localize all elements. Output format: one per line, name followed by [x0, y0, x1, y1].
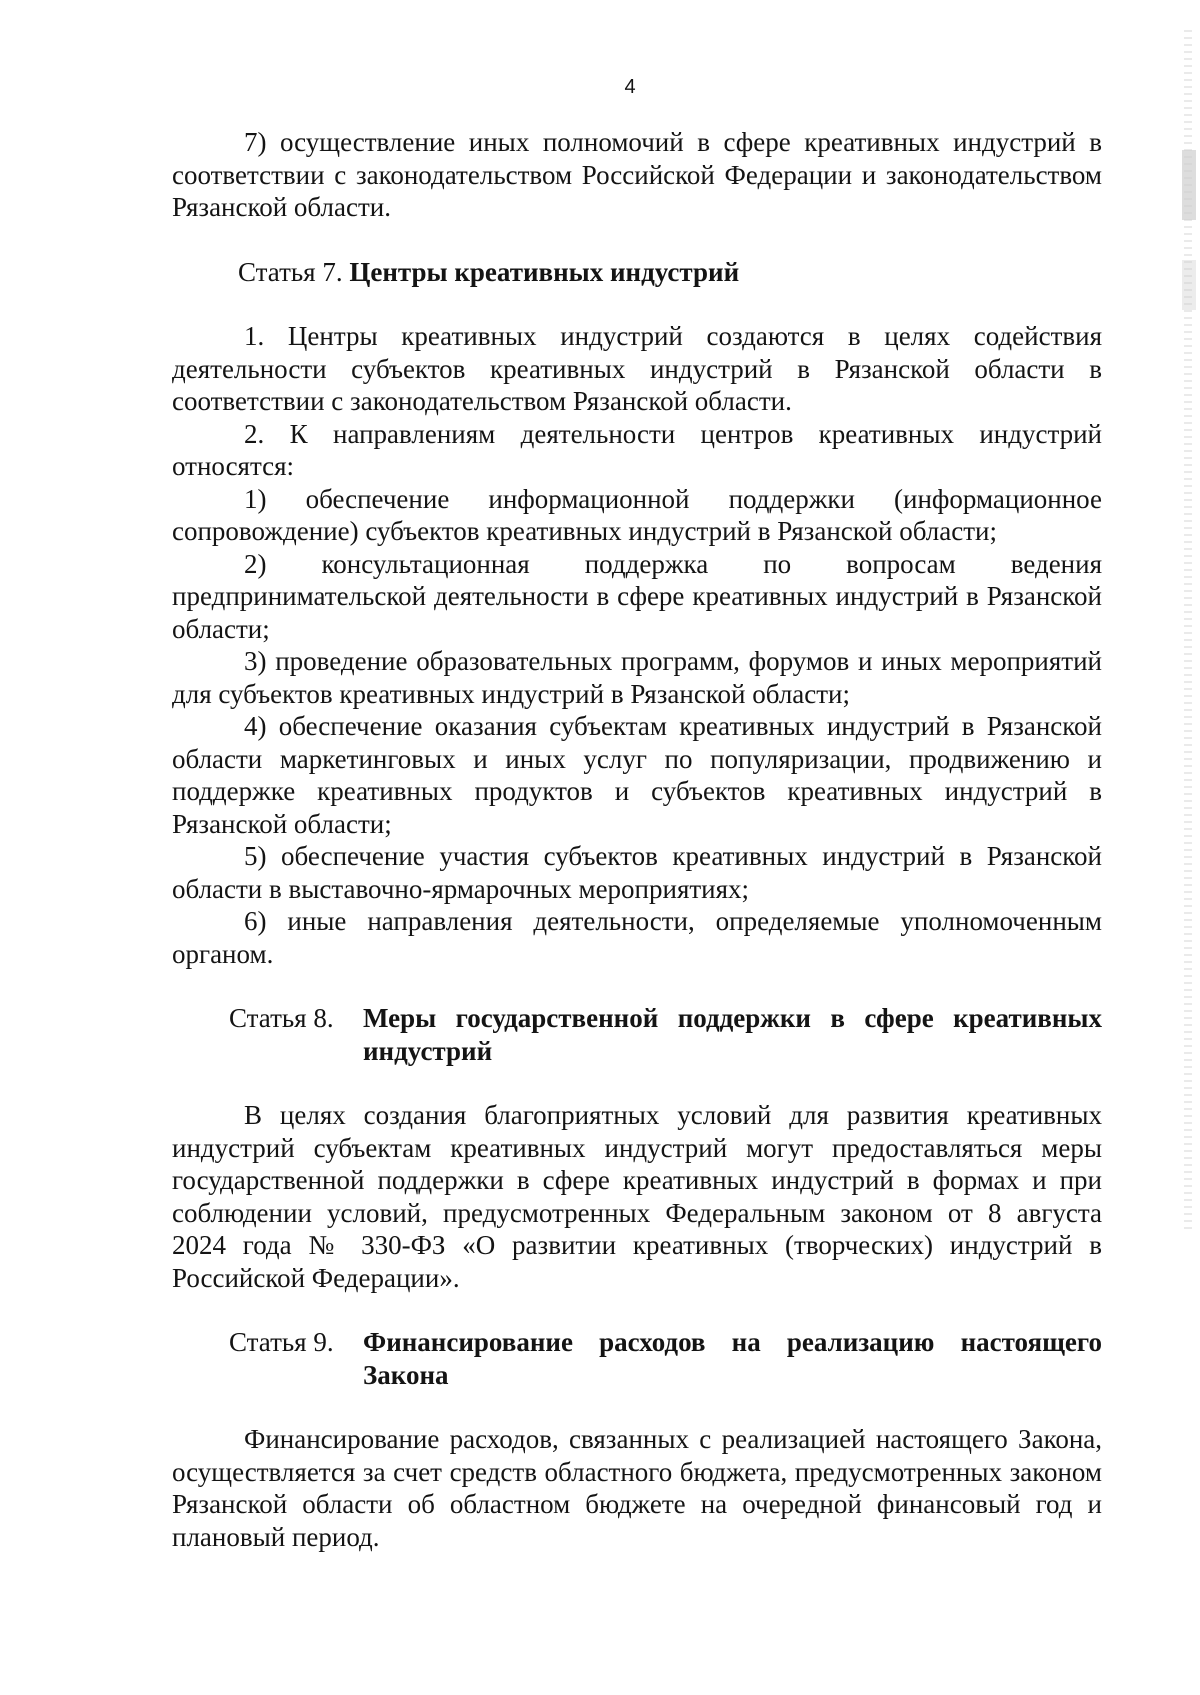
article-7-item-4: 4) обеспечение оказания субъектам креативных индустрий в Рязанской области маркетинговых и иных услуг по популяризации, продвижению и поддержке креативных продуктов и субъектов креативных индустрий в Рязанской области; [172, 711, 1102, 839]
article-7-title: Центры креативных индустрий [349, 256, 740, 287]
article-7-item-5: 5) обеспечение участия субъектов креативных индустрий в Рязанской области в выставочно-ярмарочных мероприятиях; [172, 841, 1102, 904]
article-7-part-1: 1. Центры креативных индустрий создаются в целях содействия деятельности субъектов креативных индустрий в Рязанской области в соответствии с законодательством Рязанской области. [172, 321, 1102, 416]
article-9-title: Финансирование расходов на реализацию настоящего Закона [363, 1327, 1102, 1390]
paragraph-item-7: 7) осуществление иных полномочий в сфере креативных индустрий в соответствии с законодательством Российской Федерации и законодательством Рязанской области. [172, 127, 1102, 222]
article-9-label: Статья 9. [229, 1327, 334, 1357]
article-7-item-3: 3) проведение образовательных программ, форумов и иных мероприятий для субъектов креативных индустрий в Рязанской области; [172, 646, 1102, 709]
article-7-part-2: 2. К направлениям деятельности центров креативных индустрий относятся: [172, 418, 1102, 481]
article-8-label: Статья 8. [229, 1003, 334, 1033]
article-7-heading [172, 256, 1102, 289]
article-7-item-2: 2) консультационная поддержка по вопросам ведения предпринимательской деятельности в сфере креативных индустрий в Рязанской области; [172, 548, 1102, 644]
article-9-heading [172, 1326, 1102, 1391]
article-9-text: Финансирование расходов, связанных с реализацией настоящего Закона, осуществляется за счет средств областного бюджета, предусмотренных законом Рязанской области об областном бюджете на очередной финансовый год и плановый период. [172, 1424, 1102, 1552]
article-8-heading [172, 1002, 1102, 1067]
article-8-text: В целях создания благоприятных условий для развития креативных индустрий субъектам креативных индустрий могут предоставляться меры государственной поддержки в сфере креативных индустрий в формах и при соблюдении условий, предусмотренных Федеральным законом от 8 августа 2024 года № 330-ФЗ «О развитии креативных (творческих) индустрий в Российской Федерации». [172, 1100, 1102, 1293]
article-7-item-1: 1) обеспечение информационной поддержки (информационное сопровождение) субъектов креативных индустрий в Рязанской области; [172, 483, 1102, 546]
scan-edge-mark [1182, 260, 1196, 310]
article-8-title: Меры государственной поддержки в сфере креативных индустрий [363, 1003, 1102, 1066]
page-number: 4 [624, 76, 636, 98]
article-7-label: Статья 7. [238, 256, 350, 287]
document-body [172, 126, 1102, 1553]
scan-edge-mark [1182, 150, 1196, 220]
article-7-item-6: 6) иные направления деятельности, определяемые уполномоченным органом. [172, 906, 1102, 969]
